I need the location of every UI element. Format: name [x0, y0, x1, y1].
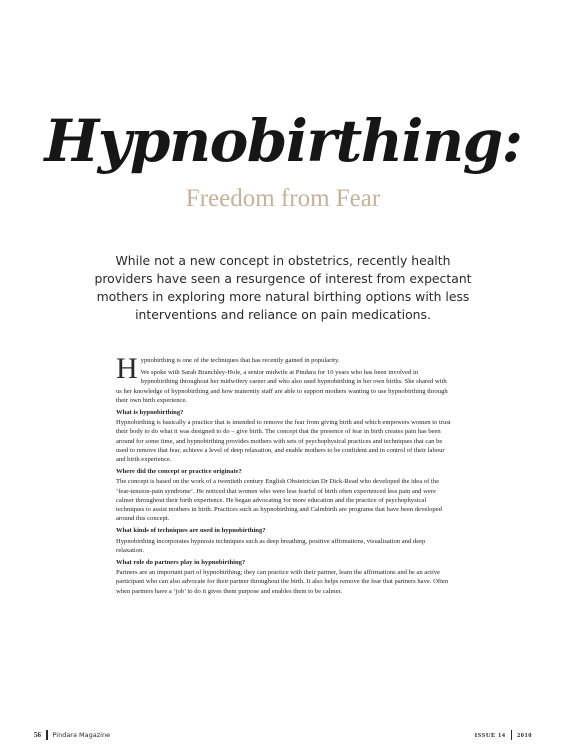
footer-right — [475, 730, 532, 740]
opening-paragraph — [116, 352, 452, 385]
answer-paragraph: The concept is based on the work of a twentieth century English Obstetrician Dr Dick-Read who developed the idea of the ‘fear-tension-pain syndrome’. He noticed that women who were less fearful of birth often experienced less pain and were calmer throughout their birth experience. He began advocating for more education and the practice of psychophysical techniques to assist mothers in birth. Practices such as hypnobirthing and Calmbirth are programs that have been developed around this concept. — [116, 478, 442, 523]
article-body — [116, 352, 452, 599]
issue-number: ISSUE 14 — [474, 731, 506, 739]
footer-left — [34, 730, 110, 740]
footer-divider — [511, 730, 513, 740]
page-number: 56 — [34, 731, 41, 739]
question-heading: What is hypnobirthing? — [116, 409, 184, 417]
question-heading: What role do partners play in hypnobirthing? — [116, 559, 246, 567]
intro-paragraph: While not a new concept in obstetrics, recently health providers have seen a resurgence of interest from expectant mothers in exploring more natural birthing options with less interventions and reliance on pain medications. — [94, 253, 472, 322]
opening-text: ypnobirthing is one of the techniques that has recently gained in popularity. — [140, 357, 340, 364]
article-subtitle: Freedom from Fear — [185, 185, 381, 212]
question-heading: What kinds of techniques are used in hypnobirthing? — [116, 527, 266, 535]
drop-cap: H — [116, 352, 138, 385]
issue-year: 2010 — [517, 731, 532, 739]
answer-paragraph: Partners are an important part of hypnobirthing; they can practice with their partner, learn the affirmations and be an active participant who can also advocate for their partner throughout the birth. It also helps remove the fear that partners have. Often when partners have a ‘job’ to do it gives them purpose and enables them to be calmer. — [116, 569, 449, 595]
question-heading: Where did the concept or practice originate? — [116, 468, 242, 476]
article-title: Hypnobirthing: — [44, 107, 522, 175]
answer-paragraph: Hypnobirthing incorporates hypnosis techniques such as deep breathing, positive affirmations, visualisation and deep relaxation. — [116, 537, 426, 554]
page-footer — [34, 728, 532, 740]
magazine-name: Pindara Magazine — [52, 731, 111, 739]
answer-paragraph: Hypnobirthing is basically a practice that is intended to remove the fear from giving birth and which empowers women to trust their body to do what it was designed to do – give birth. The concept that the presence of fear in birth creates pain has been around for some time, and hypnobirthing provides mothers with sets of psychophysical practices and techniques that can be used to remove that fear, achieve a level of deep relaxation, and enable mothers to be confident and in control of their labour and birth experience. — [116, 419, 451, 464]
footer-divider — [46, 730, 48, 740]
body-paragraph: We spoke with Sarah Branchley-Hole, a senior midwife at Pindara for 10 years who has been involved in hypnobirthing throughout her midwifery career and who also used hypnobirthing in her own births. She shared with us her knowledge of hypnobirthing and how maternity staff are able to support mothers wanting to use hypnobirthing through their own birth experience. — [116, 369, 448, 404]
